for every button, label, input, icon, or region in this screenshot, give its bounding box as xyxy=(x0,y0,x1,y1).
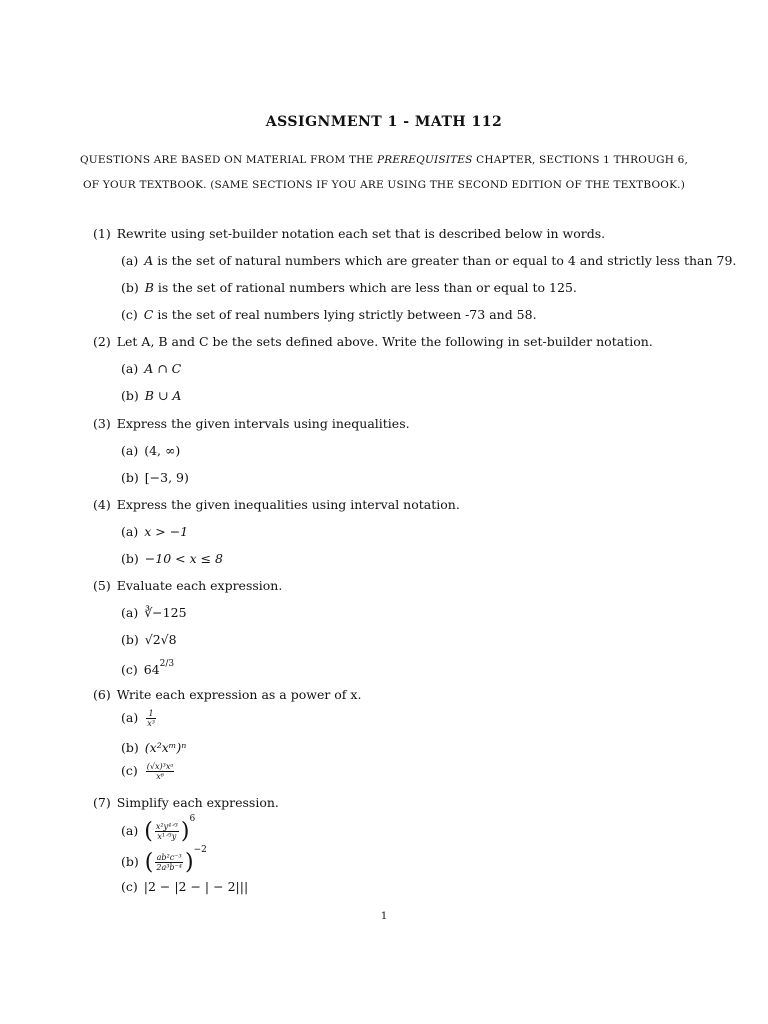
part-label: (a) xyxy=(121,361,139,376)
left-paren: ( xyxy=(144,850,154,875)
fraction xyxy=(155,853,183,872)
set-variable: C xyxy=(143,307,154,322)
page-title: ASSIGNMENT 1 - MATH 112 xyxy=(265,114,503,130)
fraction xyxy=(155,822,179,841)
question-5-part-c xyxy=(121,659,174,677)
math-expression: |2 − |2 − | − 2||| xyxy=(143,879,249,894)
question-5-part-b xyxy=(121,632,177,647)
question-text: Simplify each expression. xyxy=(116,795,279,810)
question-6 xyxy=(93,687,361,702)
part-label: (a) xyxy=(121,443,139,458)
question-5 xyxy=(93,578,282,593)
part-label: (b) xyxy=(121,632,139,647)
right-paren: ) xyxy=(184,850,194,875)
question-number: (2) xyxy=(93,334,111,349)
math-expression: ∛−125 xyxy=(144,605,187,620)
math-expression: x > −1 xyxy=(144,524,189,539)
math-expression: A ∩ C xyxy=(144,361,182,376)
question-text: Rewrite using set-builder notation each set that is described below in words. xyxy=(116,226,606,241)
fraction xyxy=(146,709,156,728)
part-label: (b) xyxy=(121,470,139,485)
question-7 xyxy=(93,795,279,810)
question-number: (1) xyxy=(93,226,111,241)
power-base: 64 xyxy=(143,662,160,677)
part-label: (a) xyxy=(121,710,139,725)
question-1-part-a xyxy=(121,253,736,268)
fraction-denominator: 2a³b⁻⁴ xyxy=(156,863,182,872)
question-2-part-b xyxy=(121,388,181,403)
part-label: (a) xyxy=(121,605,139,620)
question-1 xyxy=(93,226,605,241)
question-2-part-a xyxy=(121,361,181,376)
part-label: (b) xyxy=(121,388,139,403)
part-label: (c) xyxy=(121,763,138,778)
question-6-part-c xyxy=(121,762,176,781)
right-paren: ) xyxy=(180,819,190,844)
part-label: (b) xyxy=(121,854,139,869)
math-expression: (x²xᵐ)ⁿ xyxy=(144,740,187,755)
page-number: 1 xyxy=(380,911,388,922)
question-text: Write each expression as a power of x. xyxy=(116,687,362,702)
power-exponent: −2 xyxy=(193,845,207,855)
power-exponent: 2/3 xyxy=(159,659,175,669)
math-expression: [−3, 9) xyxy=(144,470,189,485)
question-3-part-a xyxy=(121,443,180,458)
question-6-part-a xyxy=(121,709,158,728)
fraction xyxy=(146,762,175,781)
question-7-part-c xyxy=(121,879,248,894)
question-number: (6) xyxy=(93,687,111,702)
question-3 xyxy=(93,416,410,431)
question-text: Evaluate each expression. xyxy=(116,578,283,593)
math-expression: (4, ∞) xyxy=(144,443,181,458)
left-paren: ( xyxy=(144,819,153,844)
question-2 xyxy=(93,334,653,349)
question-6-part-b xyxy=(121,740,186,755)
part-text: is the set of natural numbers which are greater than or equal to 4 and strictly less than 79. xyxy=(153,253,737,268)
subtitle-emphasis: PREREQUISITES xyxy=(376,154,473,166)
math-expression: −10 < x ≤ 8 xyxy=(144,551,223,566)
math-expression: B ∪ A xyxy=(144,388,182,403)
question-number: (5) xyxy=(93,578,111,593)
fraction-denominator: x³ xyxy=(147,719,155,728)
fraction-numerator: 1 xyxy=(146,709,156,719)
subtitle-line-1 xyxy=(0,154,768,166)
fraction-numerator: ab²c⁻³ xyxy=(156,853,182,862)
part-label: (b) xyxy=(121,740,139,755)
question-7-part-a xyxy=(121,814,195,844)
question-number: (7) xyxy=(93,795,111,810)
set-variable: B xyxy=(144,280,154,295)
part-text: is the set of rational numbers which are less than or equal to 125. xyxy=(153,280,577,295)
question-7-part-b xyxy=(121,845,207,875)
part-label: (c) xyxy=(121,307,138,322)
power-exponent: 6 xyxy=(189,814,196,824)
subtitle-line-2: OF YOUR TEXTBOOK. (SAME SECTIONS IF YOU ARE USING THE SECOND EDITION OF THE TEXTBOOK.) xyxy=(82,179,685,191)
question-5-part-a xyxy=(121,605,187,620)
question-3-part-b xyxy=(121,470,189,485)
part-label: (c) xyxy=(121,662,138,677)
question-1-part-b xyxy=(121,280,577,295)
fraction-numerator: x²y⁴ᐟ³ xyxy=(155,822,178,831)
part-label: (a) xyxy=(121,823,139,838)
subtitle-text: CHAPTER, SECTIONS 1 THROUGH 6, xyxy=(472,154,689,166)
part-label: (b) xyxy=(121,280,139,295)
question-1-part-c xyxy=(121,307,537,322)
question-text: Let A, B and C be the sets defined above. Write the following in set-builder notation. xyxy=(116,334,653,349)
question-4-part-b xyxy=(121,551,223,566)
math-expression: √2√8 xyxy=(144,632,177,647)
part-text: is the set of real numbers lying strictly between -73 and 58. xyxy=(153,307,537,322)
set-variable: A xyxy=(144,253,154,268)
part-label: (a) xyxy=(121,524,139,539)
question-number: (4) xyxy=(93,497,111,512)
question-4-part-a xyxy=(121,524,188,539)
question-number: (3) xyxy=(93,416,111,431)
fraction-denominator: x⁶ xyxy=(156,772,164,781)
part-label: (a) xyxy=(121,253,139,268)
fraction-numerator: (√x)³xᵃ xyxy=(146,762,174,771)
subtitle-text: QUESTIONS ARE BASED ON MATERIAL FROM THE xyxy=(79,154,377,166)
part-label: (b) xyxy=(121,551,139,566)
question-text: Express the given intervals using inequalities. xyxy=(116,416,410,431)
question-4 xyxy=(93,497,460,512)
question-text: Express the given inequalities using interval notation. xyxy=(116,497,460,512)
fraction-denominator: x¹ᐟ³y xyxy=(157,832,177,841)
part-label: (c) xyxy=(121,879,138,894)
